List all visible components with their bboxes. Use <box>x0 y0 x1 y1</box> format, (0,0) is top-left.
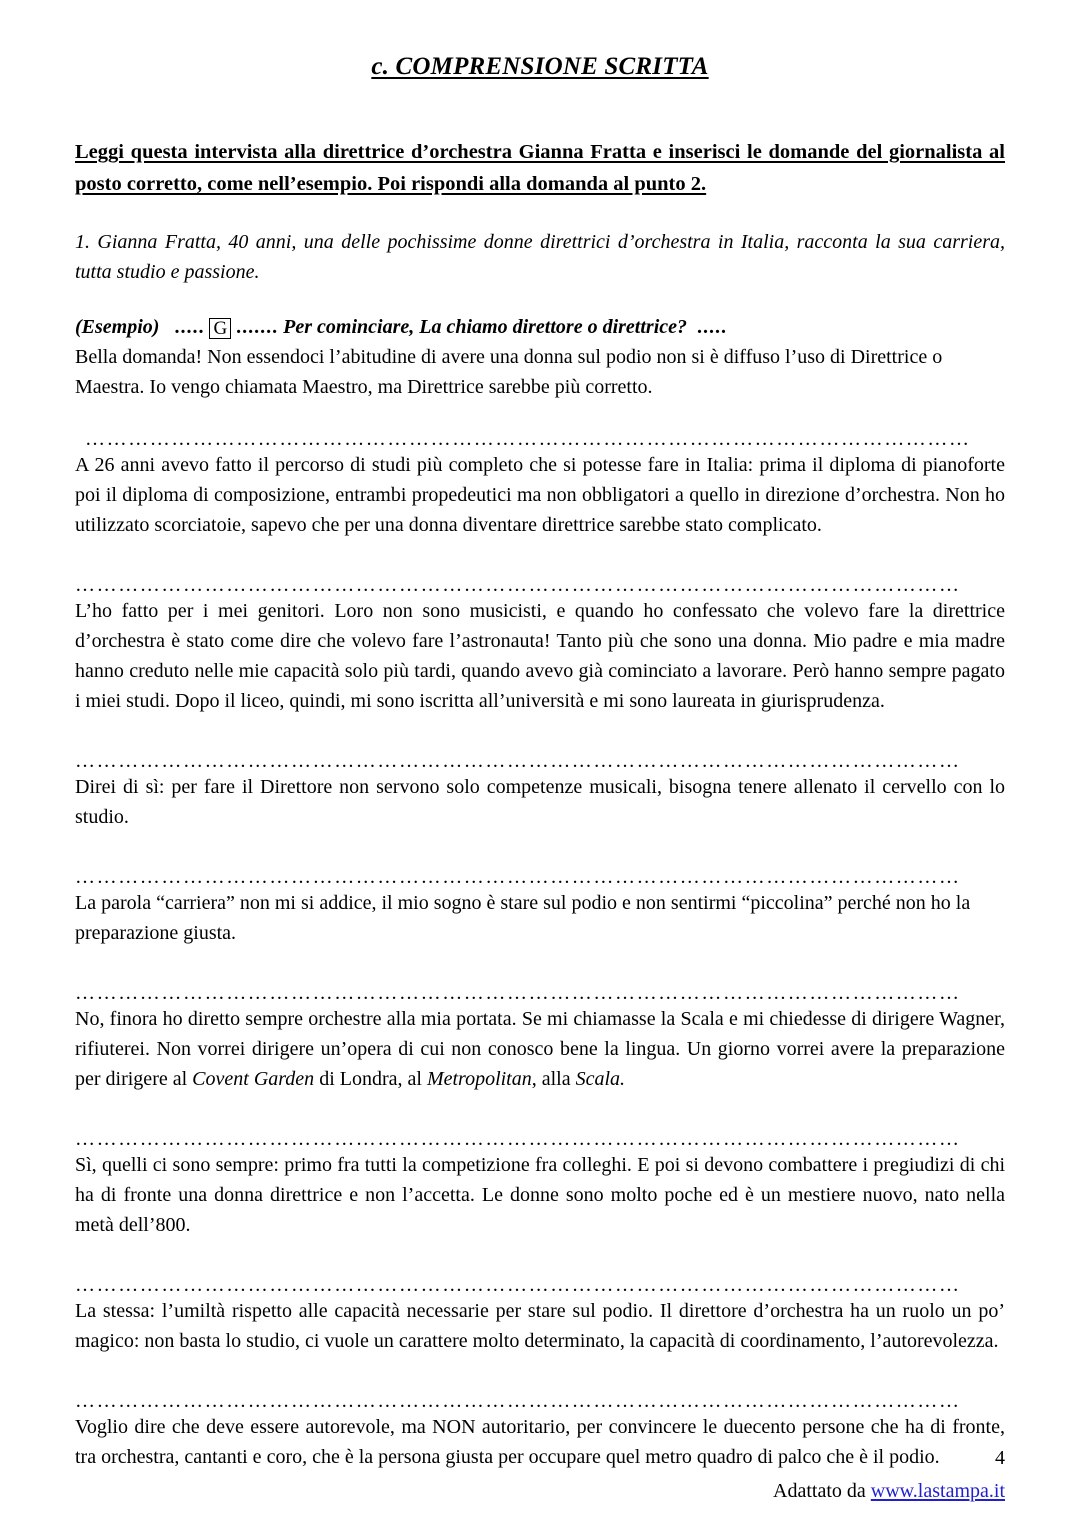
blank-answer-line-8[interactable]: …………………………………………………………………………………………………………… <box>75 1389 961 1412</box>
source-link[interactable]: www.lastampa.it <box>870 1479 1005 1502</box>
page-title-text: c. COMPRENSIONE SCRITTA <box>371 53 709 80</box>
example-question-text: Per cominciare, La chiamo direttore o direttrice? <box>283 315 687 338</box>
spacer <box>75 716 1005 750</box>
example-label: (Esempio) <box>75 315 160 338</box>
answer-paragraph-4: La parola “carriera” non mi si addice, il mio sogno è stare sul podio e non sentirmi “piccolina” perché non ho la preparazione giusta. <box>75 891 971 944</box>
answer-5-mid-2: , alla <box>531 1067 576 1090</box>
example-dots-end: ..... <box>697 315 727 338</box>
spacer <box>75 948 1005 982</box>
source-prefix: Adattato da <box>773 1479 871 1502</box>
answer-paragraph-7: La stessa: l’umiltà rispetto alle capacità necessarie per stare sul podio. Il direttore d’orchestra ha un ruolo un po’ magico: non basta lo studio, ci vuole un carattere molto determinato, la capacità di coordinamento, l’autorevolezza. <box>75 1299 1005 1352</box>
venue-scala: Scala. <box>575 1067 626 1090</box>
example-question-line <box>75 313 1005 342</box>
answer-paragraph-1: A 26 anni avevo fatto il percorso di studi più completo che si potesse fare in Italia: prima il diploma di pianoforte poi il diploma di composizione, entrambi propedeutici ma non obbligatori a quello in direzione d’orchestra. Non ho utilizzato scorciatoie, sapevo che per una donna diventare direttrice sarebbe stato complicato. <box>75 453 1005 536</box>
page-title <box>75 52 1005 82</box>
answer-paragraph-6: Sì, quelli ci sono sempre: primo fra tutti la competizione fra colleghi. E poi si devono combattere i pregiudizi di chi ha di fronte una donna direttrice e non l’accetta. Le donne sono molto poche ed è un mestiere nuovo, nato nella metà dell’800. <box>75 1153 1005 1236</box>
answer-paragraph-2: L’ho fatto per i mei genitori. Loro non sono musicisti, e quando ho confessato che volevo fare la direttrice d’orchestra è stato come dire che volevo fare l’astronauta! Tanto più che sono una donna. Mio padre e mia madre hanno creduto nelle mie capacità solo più tardi, quando avevo già cominciato a lavorare. Però hanno sempre pagato i miei studi. Dopo il liceo, quindi, mi sono iscritta all’università e mi sono laureata in giurisprudenza. <box>75 599 1005 712</box>
example-answer-paragraph: Bella domanda! Non essendoci l’abitudine di avere una donna sul podio non si è diffuso l’uso di Direttrice o Maestra. Io vengo chiamata Maestro, ma Direttrice sarebbe più corretto. <box>75 345 943 398</box>
blank-answer-line-5[interactable]: …………………………………………………………………………………………………………… <box>75 981 961 1004</box>
answer-5-prefix: No, finora ho diretto sempre orchestre alla mia portata. Se mi chiamasse la Scala e mi chiedesse di dirigere Wagner, rifiuterei. Non vorrei dirigere un’opera di cui non conosco bene la lingua. Un giorno vorrei avere la preparazione per dirigere al <box>75 1007 1005 1090</box>
venue-covent-garden: Covent Garden <box>192 1067 315 1090</box>
intro-paragraph: 1. Gianna Fratta, 40 anni, una delle pochissime donne direttrici d’orchestra in Italia, racconta la sua carriera, tutta studio e passione. <box>75 230 1005 283</box>
blank-answer-line-1[interactable]: …………………………………………………………………………………………………………… <box>85 427 971 450</box>
source-attribution <box>75 1476 1005 1506</box>
example-answer-box[interactable]: G <box>209 318 231 340</box>
answer-paragraph-5 <box>75 1004 1005 1094</box>
answer-5-mid-1: di Londra, al <box>314 1067 427 1090</box>
answer-paragraph-8: Voglio dire che deve essere autorevole, ma NON autoritario, per convincere le duecento persone che ha di fronte, tra orchestra, cantanti e coro, che è la persona giusta per occupare quel metro quadro di palco che è il podio. <box>75 1415 1005 1468</box>
instruction-text: Leggi questa intervista alla direttrice d’orchestra Gianna Fratta e inserisci le domande del giornalista al posto corretto, come nell’esempio. Poi rispondi alla domanda al punto 2. <box>75 141 1005 195</box>
blank-answer-line-7[interactable]: …………………………………………………………………………………………………………… <box>75 1273 961 1296</box>
blank-answer-line-3[interactable]: …………………………………………………………………………………………………………… <box>75 749 961 772</box>
spacer <box>75 540 1005 574</box>
example-dots-before: ..... <box>174 315 205 338</box>
answer-paragraph-3: Direi di sì: per fare il Direttore non servono solo competenze musicali, bisogna tenere allenato il cervello con lo studio. <box>75 775 1005 828</box>
spacer <box>75 1356 1005 1390</box>
venue-metropolitan: Metropolitan <box>426 1067 532 1090</box>
example-dots-after: ....... <box>236 315 279 338</box>
blank-answer-line-2[interactable]: …………………………………………………………………………………………………………… <box>75 573 961 596</box>
blank-answer-line-4[interactable]: …………………………………………………………………………………………………………… <box>75 865 961 888</box>
spacer <box>75 1240 1005 1274</box>
spacer <box>75 1094 1005 1128</box>
page-number: 4 <box>995 1447 1005 1469</box>
blank-answer-line-6[interactable]: …………………………………………………………………………………………………………… <box>75 1127 961 1150</box>
spacer <box>75 832 1005 866</box>
spacer <box>75 402 1005 428</box>
